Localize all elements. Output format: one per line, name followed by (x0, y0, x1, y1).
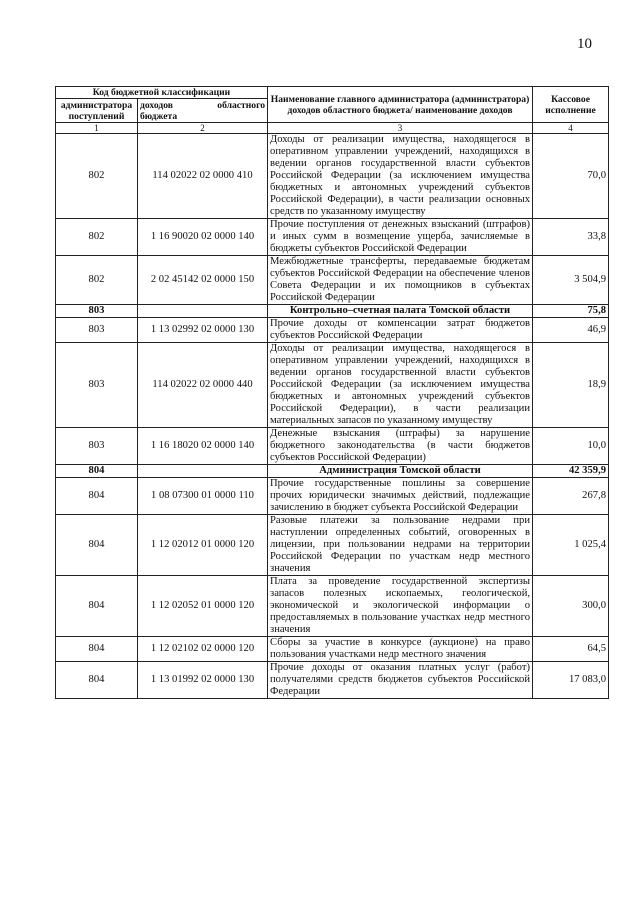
income-code-cell: 1 13 01992 02 0000 130 (138, 662, 268, 699)
admin-code-cell: 803 (56, 428, 138, 465)
amount-cell: 300,0 (533, 576, 609, 637)
table-row (56, 428, 609, 465)
income-code-cell: 1 08 07300 01 0000 110 (138, 478, 268, 515)
table-row (56, 662, 609, 699)
income-code-cell: 114 02022 02 0000 410 (138, 134, 268, 219)
amount-cell: 1 025,4 (533, 515, 609, 576)
execution-column-header: Кассовое исполнение (533, 87, 609, 123)
amount-cell: 42 359,9 (533, 465, 609, 478)
column-number: 1 (56, 123, 138, 134)
income-name-cell: Прочие поступления от денежных взысканий (штрафов) и иных сумм в возмещение ущерба, зачисляемые в бюджеты субъектов Российской Федерации (268, 219, 533, 256)
table-row (56, 134, 609, 219)
income-header-word-3: бюджета (140, 110, 178, 122)
table-row (56, 576, 609, 637)
income-code-cell: 1 16 18020 02 0000 140 (138, 428, 268, 465)
admin-code-cell: 804 (56, 515, 138, 576)
amount-cell: 18,9 (533, 343, 609, 428)
amount-cell: 33,8 (533, 219, 609, 256)
table-row (56, 637, 609, 662)
income-code-cell: 2 02 45142 02 0000 150 (138, 256, 268, 305)
income-column-header (138, 99, 268, 123)
budget-table (55, 86, 609, 699)
amount-cell: 46,9 (533, 318, 609, 343)
admin-code-cell: 804 (56, 465, 138, 478)
admin-code-cell: 803 (56, 318, 138, 343)
column-number: 2 (138, 123, 268, 134)
administrator-row (56, 305, 609, 318)
table-row (56, 515, 609, 576)
column-number: 4 (533, 123, 609, 134)
column-number: 3 (268, 123, 533, 134)
admin-code-cell: 803 (56, 343, 138, 428)
income-name-cell: Разовые платежи за пользование недрами при наступлении определенных событий, оговоренных в лицензии, при пользовании недрами на территории Российской Федерации по участкам недр местного значения (268, 515, 533, 576)
amount-cell: 17 083,0 (533, 662, 609, 699)
name-column-header: Наименование главного администратора (администратора) доходов областного бюджета/ наименование доходов (268, 87, 533, 123)
amount-cell: 70,0 (533, 134, 609, 219)
amount-cell: 3 504,9 (533, 256, 609, 305)
income-code-cell: 1 12 02102 02 0000 120 (138, 637, 268, 662)
income-code-cell: 1 12 02052 01 0000 120 (138, 576, 268, 637)
income-name-cell: Плата за проведение государственной экспертизы запасов полезных ископаемых, геологической, экономической и экологической информации о предоставляемых в пользование участках недр местного значения (268, 576, 533, 637)
income-name-cell: Сборы за участие в конкурсе (аукционе) на право пользования участками недр местного значения (268, 637, 533, 662)
income-name-cell: Прочие доходы от оказания платных услуг (работ) получателями средств бюджетов субъектов Российской Федерации (268, 662, 533, 699)
income-code-cell (138, 465, 268, 478)
admin-code-cell: 804 (56, 576, 138, 637)
income-code-cell: 1 13 02992 02 0000 130 (138, 318, 268, 343)
income-name-cell: Прочие государственные пошлины за совершение прочих юридически значимых действий, подлежащие зачислению в бюджет субъекта Российской Федерации (268, 478, 533, 515)
administrator-name-cell: Администрация Томской области (268, 465, 533, 478)
income-name-cell: Денежные взыскания (штрафы) за нарушение бюджетного законодательства (в части бюджетов субъектов Российской Федерации) (268, 428, 533, 465)
table-row (56, 219, 609, 256)
admin-code-cell: 802 (56, 256, 138, 305)
table-row (56, 343, 609, 428)
amount-cell: 10,0 (533, 428, 609, 465)
admin-code-cell: 804 (56, 637, 138, 662)
admin-code-cell: 804 (56, 478, 138, 515)
admin-column-header: администратора поступлений (56, 99, 138, 123)
page-number: 10 (577, 36, 592, 52)
amount-cell: 267,8 (533, 478, 609, 515)
amount-cell: 75,8 (533, 305, 609, 318)
code-group-header: Код бюджетной классификации (56, 87, 268, 99)
income-header-word-1: доходов (140, 99, 173, 111)
income-name-cell: Прочие доходы от компенсации затрат бюджетов субъектов Российской Федерации (268, 318, 533, 343)
admin-code-cell: 803 (56, 305, 138, 318)
amount-cell: 64,5 (533, 637, 609, 662)
table-row (56, 318, 609, 343)
administrator-name-cell: Контрольно–счетная палата Томской области (268, 305, 533, 318)
income-name-cell: Доходы от реализации имущества, находящегося в оперативном управлении учреждений, находящихся в ведении органов государственной власти субъектов Российской Федерации (за исключением имущества бюджетных и автономных учреждений субъектов Российской Федерации), в части реализации основных средств по указанному имуществу (268, 134, 533, 219)
income-code-cell: 1 12 02012 01 0000 120 (138, 515, 268, 576)
admin-code-cell: 804 (56, 662, 138, 699)
table-row (56, 478, 609, 515)
income-code-cell: 1 16 90020 02 0000 140 (138, 219, 268, 256)
income-code-cell: 114 02022 02 0000 440 (138, 343, 268, 428)
income-code-cell (138, 305, 268, 318)
table-row (56, 256, 609, 305)
administrator-row (56, 465, 609, 478)
admin-code-cell: 802 (56, 134, 138, 219)
admin-code-cell: 802 (56, 219, 138, 256)
income-name-cell: Межбюджетные трансферты, передаваемые бюджетам субъектов Российской Федерации на обеспечение членов Совета Федерации и их помощников в субъектах Российской Федерации (268, 256, 533, 305)
income-header-word-2: областного (217, 99, 266, 111)
income-name-cell: Доходы от реализации имущества, находящегося в оперативном управлении учреждений, находящихся в ведении органов государственной власти субъектов Российской Федерации (за исключением имущества бюджетных и автономных учреждений субъектов Российской Федерации), в части реализации материальных запасов по указанному имуществу (268, 343, 533, 428)
